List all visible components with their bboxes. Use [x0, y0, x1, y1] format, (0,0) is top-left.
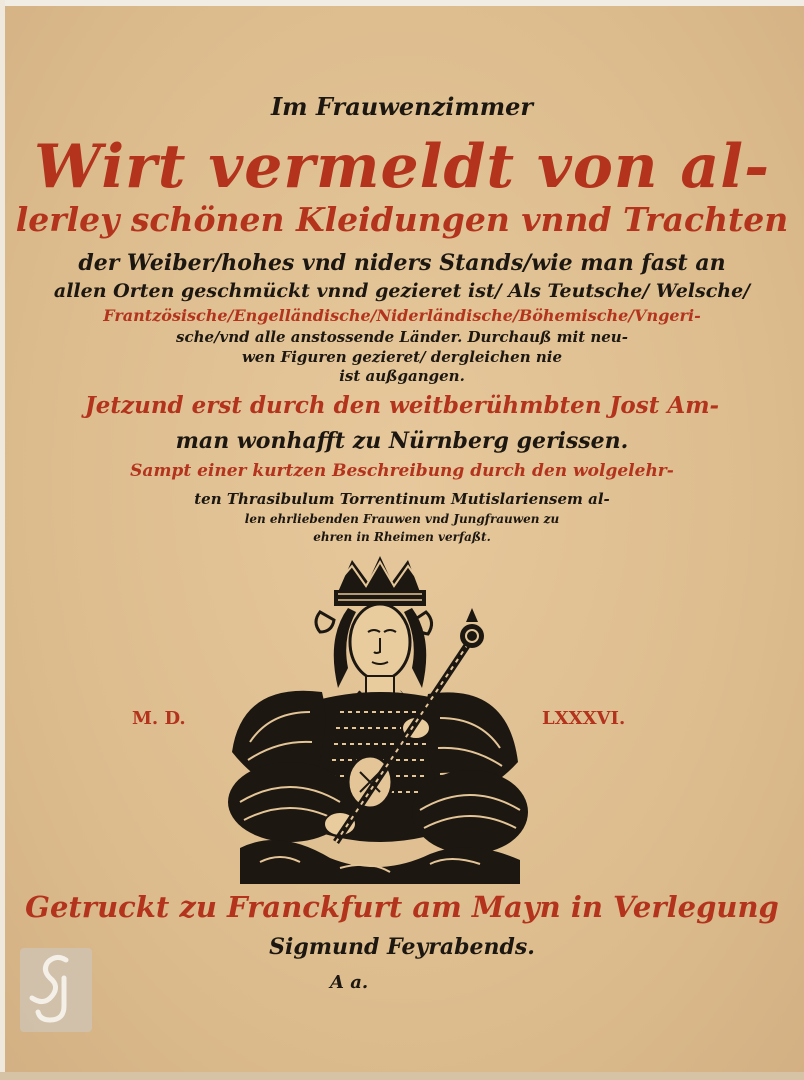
- title-line-11: Sampt einer kurtzen Beschreibung durch den wolgelehr-: [130, 461, 674, 481]
- watermark-logo-icon: [20, 948, 92, 1032]
- imprint-line-2: Sigmund Feyrabends.: [269, 934, 535, 960]
- title-line-1: Wirt vermeldt von al-: [34, 132, 770, 202]
- title-line-2: lerley schönen Kleidungen vnnd Trachten: [15, 200, 789, 239]
- title-line-8: ist außgangen.: [339, 367, 465, 385]
- title-line-9: Jetzund erst durch den weitberühmbten Jost Am-: [84, 392, 720, 419]
- title-line-14: ehren in Rheimen verfaßt.: [313, 530, 491, 544]
- signature-mark: A a.: [330, 972, 369, 993]
- date-left: M. D.: [132, 708, 186, 729]
- title-line-10: man wonhafft zu Nürnberg gerissen.: [175, 428, 629, 454]
- date-right: LXXXVI.: [542, 708, 626, 729]
- woodcut-figure-icon: [220, 552, 530, 884]
- page-edge-bottom: [0, 1072, 804, 1080]
- title-line-4: allen Orten geschmückt vnnd gezieret ist/ Als Teutsche/ Welsche/: [53, 280, 751, 302]
- title-line-3: der Weiber/hohes vnd niders Stands/wie man fast an: [78, 250, 726, 276]
- page-edge-top: [0, 0, 804, 6]
- title-line-6: sche/vnd alle anstossende Länder. Durchauß mit neu-: [176, 328, 628, 346]
- title-line-5: Frantzösische/Engelländische/Niderländische/Böhemische/Vngeri-: [103, 306, 701, 325]
- title-line-12: ten Thrasibulum Torrentinum Mutislariensem al-: [194, 490, 610, 508]
- title-line-7: wen Figuren gezieret/ dergleichen nie: [242, 348, 562, 366]
- title-line-13: len ehrliebenden Frauwen vnd Jungfrauwen zu: [244, 512, 560, 526]
- title-line-0: Im Frauwenzimmer: [270, 92, 534, 121]
- imprint-line-1: Getruckt zu Franckfurt am Mayn in Verlegung: [25, 890, 779, 924]
